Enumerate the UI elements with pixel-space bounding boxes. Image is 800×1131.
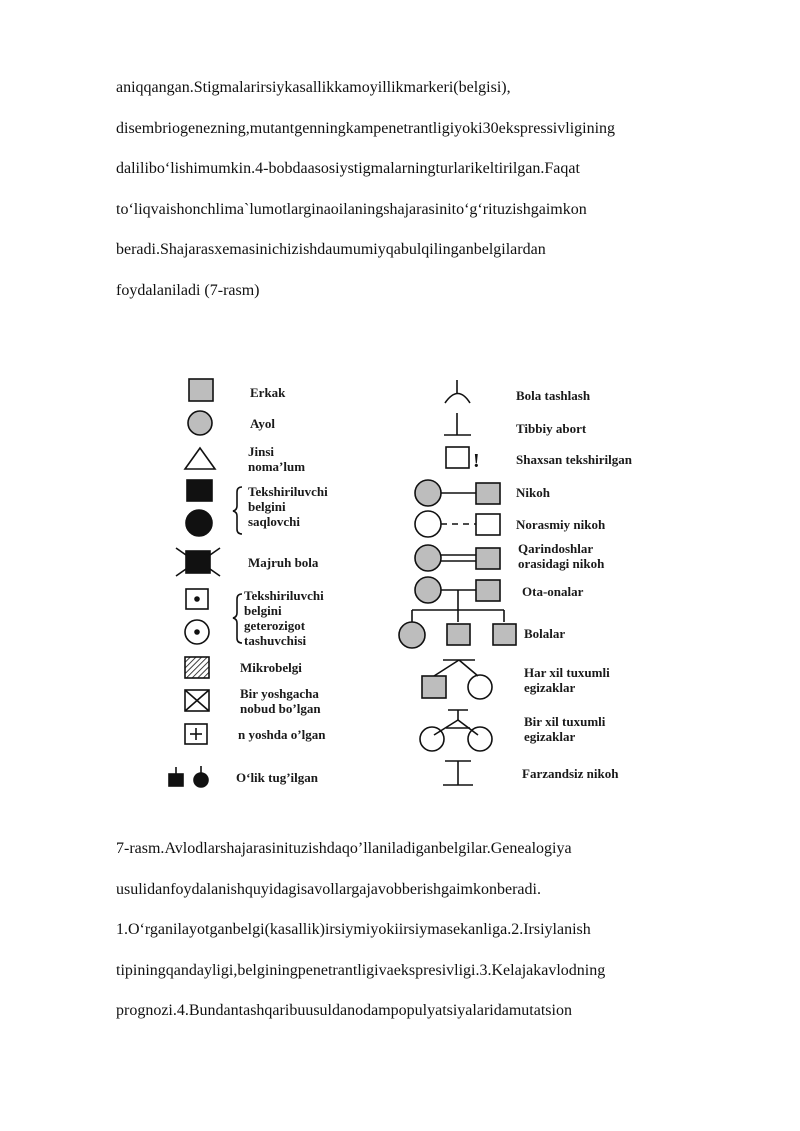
word: toʻgʻri	[451, 200, 493, 218]
word: mumkin.	[197, 160, 256, 177]
word: (belgisi),	[453, 79, 511, 96]
text-line	[116, 68, 742, 109]
word: toʻliq	[116, 200, 151, 218]
word: tipining	[116, 961, 166, 979]
parents-symbol	[412, 577, 504, 622]
label-childless: Farzandsiz nikoh	[522, 766, 619, 781]
word: mutatsion	[508, 1002, 572, 1019]
text-line	[116, 109, 742, 150]
label-died-at-n: n yoshda o’lgan	[238, 727, 326, 742]
label-line: orasidagi nikoh	[518, 556, 605, 571]
word: Shajara	[159, 241, 208, 258]
label-microsymptom: Mikrobelgi	[240, 660, 302, 675]
label-line: egizaklar	[524, 729, 576, 744]
label-examined: Shaxsan tekshirilgan	[516, 452, 632, 467]
label-line: belgini	[248, 499, 286, 514]
male-symbol	[189, 379, 213, 401]
label-line: saqlovchi	[248, 514, 301, 529]
brace-icon	[233, 594, 242, 643]
word: belgilardan	[473, 241, 546, 258]
word: 1.Oʻrganilayotgan	[116, 921, 233, 938]
microsymptom-symbol	[185, 657, 209, 678]
affected-male-symbol	[187, 480, 212, 501]
text-line	[116, 870, 742, 911]
label-line: Jinsi	[248, 444, 275, 459]
word: berishga	[401, 880, 457, 898]
informal-marriage-symbol	[415, 511, 500, 537]
label-line: egizaklar	[524, 680, 576, 695]
word: tuzishga	[492, 200, 546, 218]
label-consanguineous	[518, 541, 604, 571]
word: Stigmalar	[193, 79, 256, 96]
word: imkon	[545, 200, 587, 218]
text-line	[116, 230, 742, 271]
label-died-before-one	[240, 686, 321, 716]
word: 2.Irsiylanish	[511, 921, 591, 938]
label-line: nobud bo’lgan	[240, 701, 321, 716]
word: stigmalarning	[347, 160, 436, 177]
paragraph-top	[116, 68, 742, 311]
word: disembriogenezning,	[116, 119, 250, 137]
unknown-sex-symbol	[185, 448, 215, 469]
disabled-child-symbol	[176, 548, 220, 576]
word: ekspressivligining	[498, 119, 616, 137]
text-line	[116, 190, 742, 231]
medical-abortion-symbol	[444, 413, 471, 435]
word: penetrantligi	[373, 119, 455, 137]
word: usulidan	[116, 880, 171, 898]
word: asosiy	[307, 160, 348, 177]
label-marriage: Nikoh	[516, 485, 550, 500]
word: boʻlishi	[148, 160, 198, 177]
word: belgi	[232, 921, 265, 938]
word: quyidagi	[244, 880, 301, 898]
label-fraternal-twins	[524, 665, 610, 695]
word: yoki	[370, 921, 399, 938]
word: qabul	[385, 241, 422, 258]
word: ekspresivligi.	[393, 961, 480, 979]
label-line: geterozigot	[244, 618, 306, 633]
word: umumiy	[332, 241, 386, 258]
word: qandayligi,	[165, 961, 238, 979]
word: irsiy	[255, 79, 285, 96]
word: chizishda	[271, 241, 333, 258]
word: 30	[482, 119, 499, 137]
died-at-n-years-symbol	[185, 724, 207, 744]
word: tashqari	[238, 1002, 290, 1019]
word: 4.Bundan	[176, 1002, 239, 1019]
carrier-dot-icon	[195, 597, 199, 601]
label-line: Tekshiriluvchi	[248, 484, 328, 499]
text-line: foydalaniladi (7-rasm)	[116, 281, 260, 299]
word: Faqat	[544, 160, 580, 177]
word: tuzishda	[288, 840, 342, 857]
label-line: tashuvchisi	[244, 633, 307, 648]
brace-icon	[233, 487, 242, 534]
paragraph-caption	[116, 829, 742, 1032]
word: javob	[366, 880, 402, 898]
miscarriage-symbol	[445, 380, 470, 403]
word: irsiymas	[398, 921, 453, 938]
word: 3.Kelajak	[479, 961, 542, 979]
word: kasallikka	[284, 79, 350, 96]
word: mutant	[249, 119, 295, 137]
word: moyillik	[349, 79, 404, 96]
word: bu	[289, 1002, 306, 1019]
label-miscarriage: Bola tashlash	[516, 388, 591, 403]
word: irsiymi	[324, 921, 371, 938]
word: qilingan	[421, 241, 474, 258]
word: va	[150, 200, 166, 218]
childless-marriage-symbol	[443, 761, 473, 785]
fraternal-twins-symbol	[422, 660, 492, 699]
word: odam	[355, 1002, 391, 1019]
word: keltirilgan.	[474, 160, 545, 177]
word: (kasallik)	[264, 921, 325, 938]
affected-female-symbol	[186, 510, 212, 536]
word: shajarasini	[220, 840, 289, 857]
word: 4-bobda	[255, 160, 308, 177]
label-line: Har xil tuxumli	[524, 665, 610, 680]
female-symbol	[188, 411, 212, 435]
word: imkon	[456, 880, 497, 898]
word: markeri	[403, 79, 454, 96]
word: oilaning	[330, 200, 384, 218]
consanguineous-marriage-symbol	[415, 545, 500, 571]
word: shajarasini	[383, 200, 452, 218]
label-medical-abortion: Tibbiy abort	[516, 421, 587, 436]
label-informal-marriage: Norasmiy nikoh	[516, 517, 606, 532]
word: avlodning	[541, 961, 606, 979]
word: dalili	[116, 160, 149, 177]
word: Avlodlar	[164, 840, 221, 857]
word: belgining	[237, 961, 298, 979]
word: belgilar.	[438, 840, 491, 857]
label-affected	[248, 484, 328, 529]
pedigree-symbols-figure	[160, 370, 670, 800]
label-unknown-sex	[248, 444, 305, 474]
word: penetrantligi	[297, 961, 379, 979]
word: prognozi.	[116, 1002, 177, 1019]
label-line: Bir yoshgacha	[240, 686, 319, 701]
label-line: Qarindoshlar	[518, 541, 594, 556]
label-carrier	[244, 588, 324, 648]
word: genning	[294, 119, 346, 137]
label-male: Erkak	[250, 385, 286, 400]
personally-examined-symbol	[446, 447, 469, 468]
word: sxemasini	[207, 241, 272, 258]
word: usuldan	[305, 1002, 356, 1019]
label-disabled-child: Majruh bola	[248, 555, 319, 570]
label-line: Bir xil tuxumli	[524, 714, 606, 729]
children-symbol	[399, 622, 516, 648]
label-identical-twins	[524, 714, 605, 744]
carrier-dot-icon	[195, 630, 199, 634]
word: kam	[345, 119, 374, 137]
word: foydalanish	[170, 880, 245, 898]
exclamation-mark: !	[473, 450, 480, 472]
word: Genealogiya	[490, 840, 572, 857]
word: populyatsiyalarida	[390, 1002, 509, 1019]
died-before-one-symbol	[185, 690, 209, 711]
word: ishonchli	[165, 200, 225, 218]
word: savollarga	[300, 880, 367, 898]
word: beradi.	[496, 880, 541, 898]
label-line: belgini	[244, 603, 282, 618]
word: ma`lumotlargina	[224, 200, 331, 218]
word: qo’llaniladigan	[341, 840, 439, 857]
label-children: Bolalar	[524, 626, 566, 641]
label-female: Ayol	[250, 416, 276, 431]
label-line: Tekshiriluvchi	[244, 588, 324, 603]
word: 7-rasm.	[116, 840, 165, 857]
label-stillborn: Oʻlik tug’ilgan	[236, 770, 318, 785]
word: va	[378, 961, 394, 979]
text-line	[116, 991, 742, 1032]
word: turlari	[435, 160, 475, 177]
text-line	[116, 910, 742, 951]
word: ekanliga.	[453, 921, 512, 938]
label-parents: Ota-onalar	[522, 584, 584, 599]
word: yoki	[454, 119, 483, 137]
text-line	[116, 829, 742, 870]
stillborn-symbol	[169, 766, 208, 787]
identical-twins-symbol	[420, 710, 492, 751]
text-line	[116, 149, 742, 190]
label-line: noma’lum	[248, 459, 306, 474]
word: beradi.	[116, 241, 160, 258]
marriage-symbol	[415, 480, 500, 506]
text-line	[116, 951, 742, 992]
word: aniqqangan.	[116, 79, 194, 96]
